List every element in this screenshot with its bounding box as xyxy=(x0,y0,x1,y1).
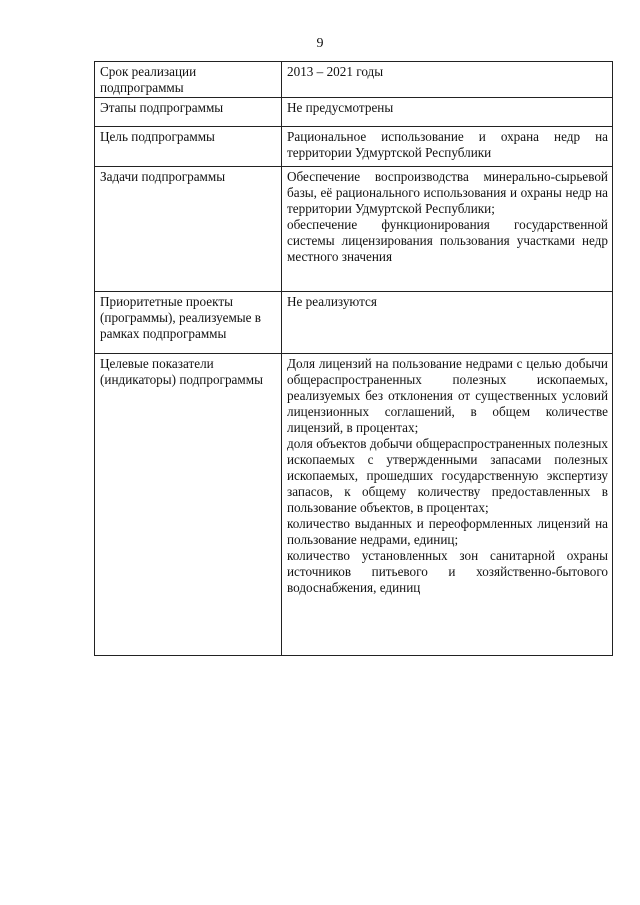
value-text: Обеспечение воспроизводства минерально-сырьевой базы, её рационального использования и охраны недр на территории Удмуртской Республики; xyxy=(287,169,608,216)
table-row xyxy=(95,167,613,292)
row-value xyxy=(282,127,613,167)
value-text: количество выданных и переоформленных лицензий на пользование недрами, единиц; xyxy=(287,516,608,547)
row-value xyxy=(282,167,613,292)
value-text: Доля лицензий на пользование недрами с целью добычи общераспространенных полезных ископаемых, реализуемых без отклонения от существенных условий лицензионных соглашений, в общем количестве лицензий, в процентах; xyxy=(287,356,608,435)
row-value xyxy=(282,98,613,127)
value-text: количество установленных зон санитарной охраны источников питьевого и хозяйственно-бытового водоснабжения, единиц xyxy=(287,548,608,595)
row-label: Цель подпрограммы xyxy=(95,127,282,167)
row-label: Приоритетные проекты (программы), реализуемые в рамках подпрограммы xyxy=(95,292,282,354)
table-row xyxy=(95,98,613,127)
row-label: Целевые показатели (индикаторы) подпрограммы xyxy=(95,354,282,656)
table-row xyxy=(95,127,613,167)
value-text: Рациональное использование и охрана недр на территории Удмуртской Республики xyxy=(287,129,608,160)
row-value xyxy=(282,354,613,656)
value-text: Не предусмотрены xyxy=(287,100,394,115)
table-row xyxy=(95,62,613,98)
value-text: обеспечение функционирования государственной системы лицензирования пользования участками недр местного значения xyxy=(287,217,608,264)
row-label: Срок реализации подпрограммы xyxy=(95,62,282,98)
row-label: Задачи подпрограммы xyxy=(95,167,282,292)
subprogram-passport-table xyxy=(94,61,613,656)
row-value xyxy=(282,292,613,354)
value-text: 2013 – 2021 годы xyxy=(287,64,384,79)
table-row xyxy=(95,354,613,656)
row-value xyxy=(282,62,613,98)
table-row xyxy=(95,292,613,354)
page-number: 9 xyxy=(316,36,324,51)
value-text: Не реализуются xyxy=(287,294,377,309)
row-label: Этапы подпрограммы xyxy=(95,98,282,127)
value-text: доля объектов добычи общераспространенных полезных ископаемых с утвержденными запасами полезных ископаемых, прошедших государственную экспертизу запасов, к общему количеству предоставленных в пользование объектов, в процентах; xyxy=(287,436,608,515)
